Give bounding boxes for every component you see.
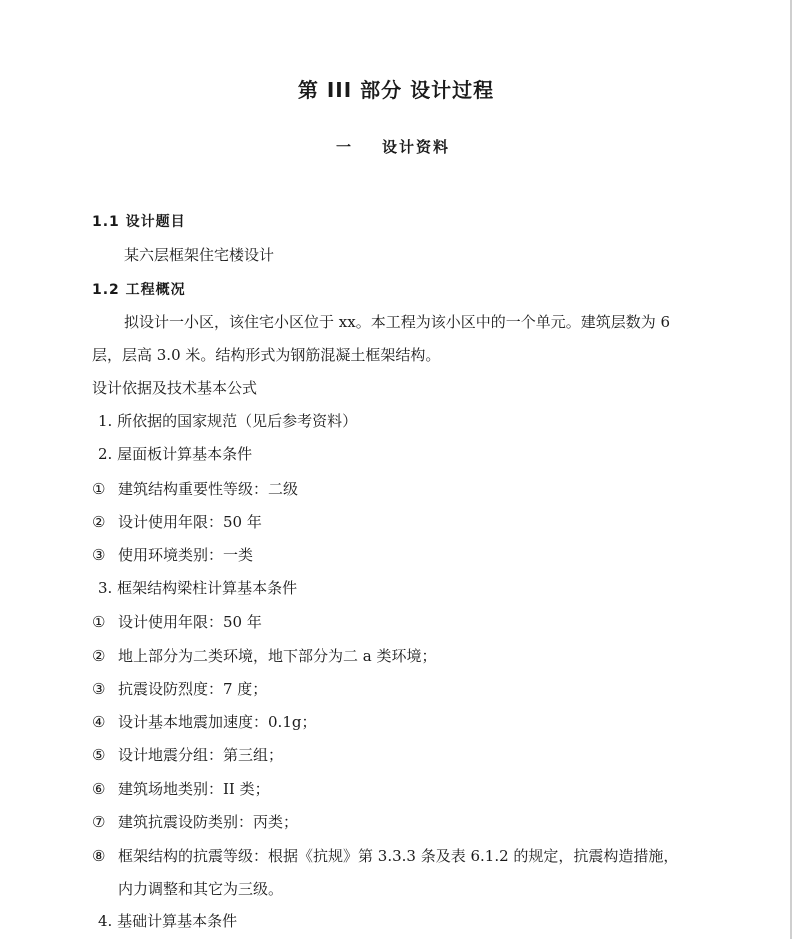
sub-item-3-4: ④ 设计基本地震加速度：0.1g； bbox=[92, 713, 317, 731]
item-marker: ① bbox=[92, 613, 106, 631]
sub-item-3-1: ① 设计使用年限：50 年 bbox=[92, 613, 262, 631]
section-heading-1-2: 1.2 工程概况 bbox=[92, 282, 186, 298]
basis-heading: 设计依据及技术基本公式 bbox=[92, 379, 258, 397]
list-item-1: 1. 所依据的国家规范（见后参考资料） bbox=[98, 412, 358, 430]
sub-item-3-3: ③ 抗震设防烈度：7 度； bbox=[92, 680, 268, 698]
sub-item-3-7: ⑦ 建筑抗震设防类别：丙类； bbox=[92, 813, 299, 831]
sub-item-2-1: ① 建筑结构重要性等级：二级 bbox=[92, 480, 299, 498]
item-marker: ⑧ bbox=[92, 847, 106, 865]
sub-item-3-8-continuation: 内力调整和其它为三级。 bbox=[118, 880, 284, 898]
item-marker: ⑤ bbox=[92, 746, 106, 764]
overview-line-1: 拟设计一小区，该住宅小区位于 xx。本工程为该小区中的一个单元。建筑层数为 6 bbox=[124, 313, 671, 331]
item-marker: ③ bbox=[92, 546, 106, 564]
part-title: 第 III 部分 设计过程 bbox=[297, 78, 495, 102]
item-marker: ① bbox=[92, 480, 106, 498]
chapter-heading bbox=[336, 136, 450, 157]
item-marker: ④ bbox=[92, 713, 106, 731]
sub-item-2-3: ③ 使用环境类别：一类 bbox=[92, 546, 254, 564]
sub-item-3-5: ⑤ 设计地震分组：第三组； bbox=[92, 746, 284, 764]
item-marker: ⑥ bbox=[92, 780, 106, 798]
overview-line-2: 层，层高 3.0 米。结构形式为钢筋混凝土框架结构。 bbox=[92, 346, 441, 364]
item-marker: ⑦ bbox=[92, 813, 106, 831]
section-heading-1-1: 1.1 设计题目 bbox=[92, 214, 186, 230]
design-topic: 某六层框架住宅楼设计 bbox=[124, 246, 275, 264]
item-marker: ② bbox=[92, 647, 106, 665]
chapter-number: 一 bbox=[336, 138, 354, 156]
item-marker: ② bbox=[92, 513, 106, 531]
sub-item-2-2: ② 设计使用年限：50 年 bbox=[92, 513, 262, 531]
list-item-2: 2. 屋面板计算基本条件 bbox=[98, 445, 253, 463]
item-marker: ③ bbox=[92, 680, 106, 698]
sub-item-3-6: ⑥ 建筑场地类别：II 类； bbox=[92, 780, 270, 798]
list-item-4: 4. 基础计算基本条件 bbox=[98, 912, 238, 930]
chapter-title: 设计资料 bbox=[382, 138, 451, 156]
sub-item-3-2: ② 地上部分为二类环境，地下部分为二 a 类环境； bbox=[92, 647, 437, 665]
list-item-3: 3. 框架结构梁柱计算基本条件 bbox=[98, 579, 298, 597]
sub-item-3-8: ⑧ 框架结构的抗震等级：根据《抗规》第 3.3.3 条及表 6.1.2 的规定，抗震构造措施， bbox=[92, 847, 679, 865]
